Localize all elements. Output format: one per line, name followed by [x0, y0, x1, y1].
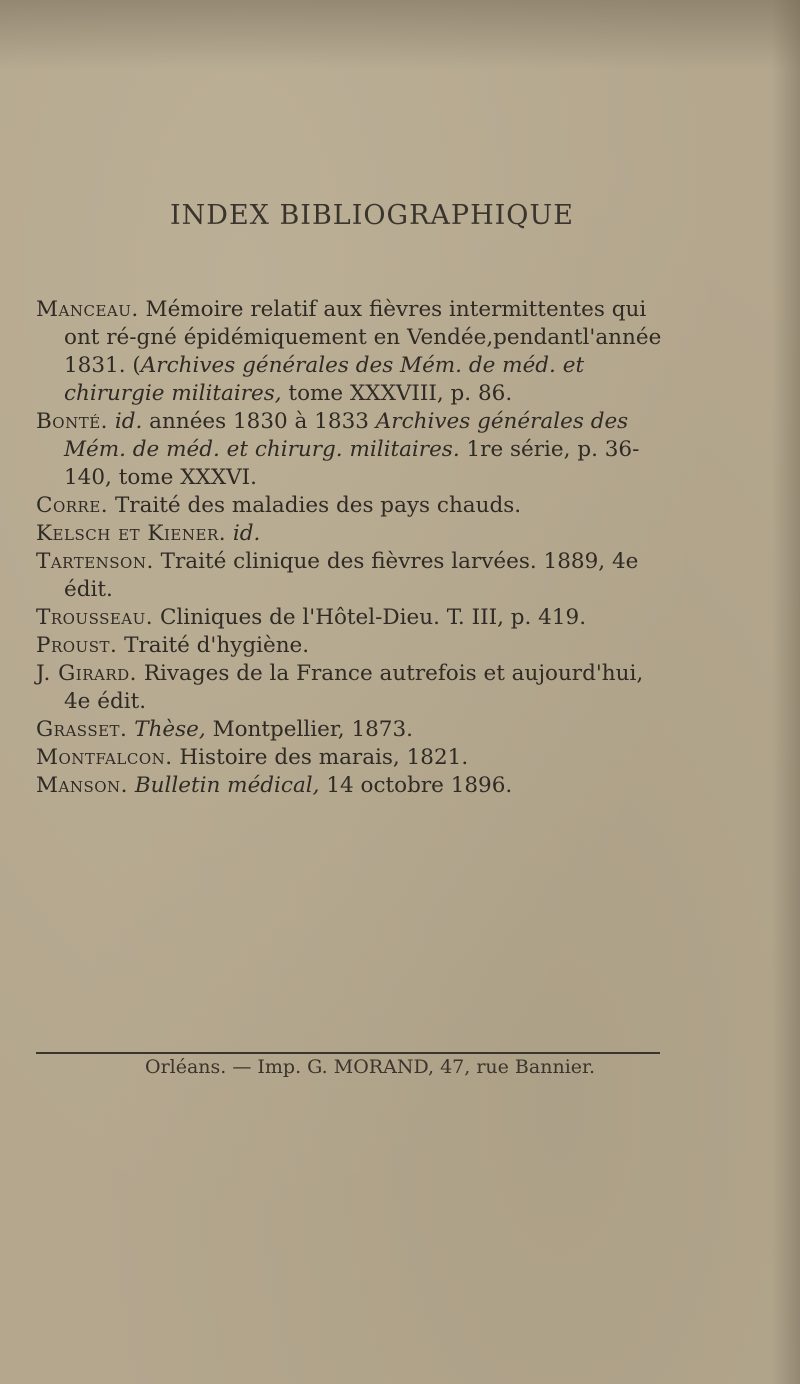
- bibliography-entry: [36, 660, 666, 716]
- bibliography-entry: [36, 632, 666, 660]
- page-top-shadow: [0, 0, 800, 70]
- bibliography-entry: [36, 772, 666, 800]
- entry-text: Traité d'hygiène.: [117, 633, 310, 658]
- entry-italic: Bulletin médical,: [134, 773, 320, 798]
- entry-author: J. Girard.: [36, 661, 137, 686]
- entry-text: Mémoire relatif aux fièvres intermittentes qui ont ré-gné épidémiquement en Vendée,pendantl'année 1831. (: [64, 297, 662, 378]
- entry-author: Tartenson.: [36, 549, 154, 574]
- bibliography-entry: [36, 604, 666, 632]
- entry-text: Rivages de la France autrefois et aujourd'hui, 4e édit.: [64, 661, 644, 714]
- entry-text: [108, 409, 115, 434]
- entry-italic: Archives générales des Mém. de méd. et chirurgie militaires,: [64, 353, 585, 406]
- bibliography-entry: [36, 296, 666, 408]
- entry-author: Manceau.: [36, 297, 139, 322]
- bibliography-entry: [36, 408, 666, 492]
- entry-text: Traité des maladies des pays chauds.: [108, 493, 522, 518]
- bibliography-entry: [36, 716, 666, 744]
- entry-italic: Thèse,: [134, 717, 206, 742]
- entry-italic: id.: [114, 409, 143, 434]
- entry-tail: Montpellier, 1873.: [205, 717, 414, 742]
- page-binding-edge: [772, 0, 800, 1384]
- bibliography-entry: [36, 520, 666, 548]
- bibliography-entry: [36, 548, 666, 604]
- entry-author: Trousseau.: [36, 605, 154, 630]
- page-title: INDEX BIBLIOGRAPHIQUE: [170, 200, 574, 231]
- entry-tail: tome XXXVIII, p. 86.: [281, 381, 513, 406]
- bibliography-entry: [36, 492, 666, 520]
- entry-tail: 14 octobre 1896.: [319, 773, 513, 798]
- entry-tail: années 1830 à 1833: [142, 409, 376, 434]
- entry-tail-2: 1re série, p. 36-140, tome XXXVI.: [64, 437, 640, 490]
- entry-text: [226, 521, 233, 546]
- entry-author: Grasset.: [36, 717, 128, 742]
- entry-text: Cliniques de l'Hôtel-Dieu. T. III, p. 419.: [153, 605, 587, 630]
- entry-text: [128, 773, 135, 798]
- entry-italic-2: Archives générales des Mém. de méd. et chirurg. militaires.: [64, 409, 629, 462]
- entry-italic: id.: [232, 521, 261, 546]
- entry-text: Histoire des marais, 1821.: [172, 745, 469, 770]
- footer-rule: [36, 1052, 660, 1054]
- entry-author: Montfalcon.: [36, 745, 173, 770]
- entry-author: Corre.: [36, 493, 109, 518]
- entry-author: Proust.: [36, 633, 118, 658]
- bibliography-list: [36, 296, 666, 800]
- printer-imprint: Orléans. — Imp. G. MORAND, 47, rue Bannier.: [145, 1056, 596, 1078]
- entry-author: Kelsch et Kiener.: [36, 521, 227, 546]
- entry-author: Manson.: [36, 773, 129, 798]
- entry-author: Bonté.: [36, 409, 109, 434]
- entry-text: Traité clinique des fièvres larvées. 1889, 4e édit.: [64, 549, 639, 602]
- bibliography-entry: [36, 744, 666, 772]
